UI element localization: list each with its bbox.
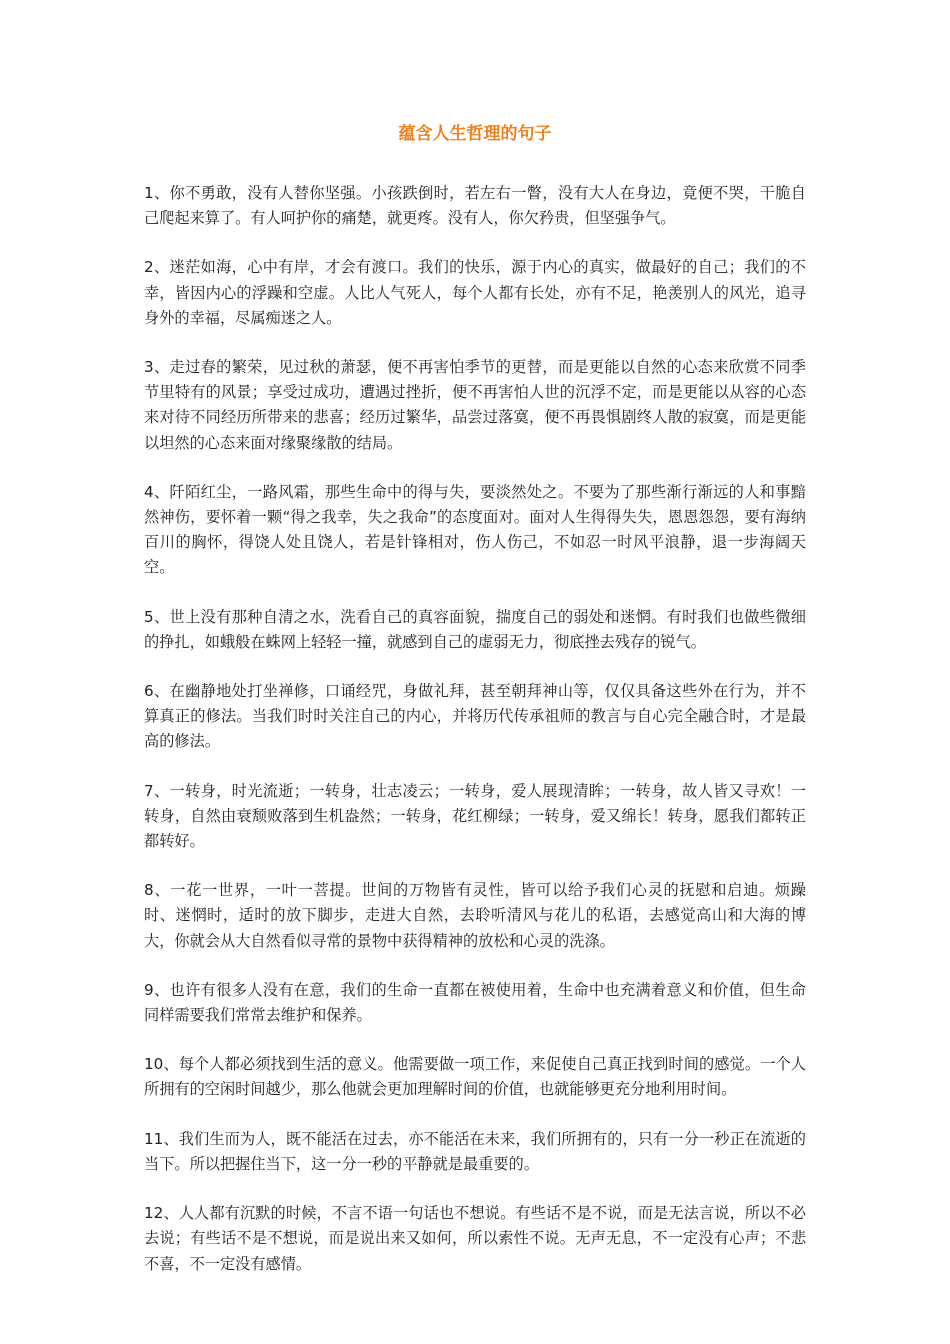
paragraph-7: 7、一转身，时光流逝；一转身，壮志凌云；一转身，爱人展现清眸；一转身，故人皆又寻欢！一转身，自然由衰颓败落到生机盎然；一转身，花红柳绿；一转身，爱又绵长！转身，愿我们都转正都转好。	[144, 781, 806, 851]
paragraph-9: 9、也许有很多人没有在意，我们的生命一直都在被使用着，生命中也充满着意义和价值，但生命同样需要我们常常去维护和保养。	[144, 980, 806, 1025]
document-body	[144, 181, 806, 1301]
paragraph-11: 11、我们生而为人，既不能活在过去，亦不能活在未来，我们所拥有的，只有一分一秒正在流逝的当下。所以把握住当下，这一分一秒的平静就是最重要的。	[144, 1129, 806, 1173]
page-title: 蕴含人生哲理的句子	[398, 124, 552, 144]
paragraph-4: 4、阡陌红尘，一路风霜，那些生命中的得与失，要淡然处之。不要为了那些渐行渐远的人和事黯然神伤，要怀着一颗“得之我幸，失之我命”的态度面对。面对人生得得失失，恩恩怨怨，要有海纳百川的胸怀，得饶人处且饶人，若是针锋相对，伤人伤己，不如忍一时风平浪静，退一步海阔天空。	[144, 482, 806, 577]
paragraph-8: 8、一花一世界，一叶一菩提。世间的万物皆有灵性，皆可以给予我们心灵的抚慰和启迪。烦躁时、迷惘时，适时的放下脚步，走进大自然，去聆听清风与花儿的私语，去感觉高山和大海的博大，你就会从大自然看似寻常的景物中获得精神的放松和心灵的洗涤。	[144, 881, 806, 950]
paragraph-1: 1、你不勇敢，没有人替你坚强。小孩跌倒时，若左右一瞥，没有大人在身边，竟便不哭，干脆自己爬起来算了。有人呵护你的痛楚，就更疼。没有人，你欠矜贵，但坚强争气。	[144, 184, 806, 228]
paragraph-2: 2、迷茫如海，心中有岸，才会有渡口。我们的快乐，源于内心的真实，做最好的自己；我们的不幸，皆因内心的浮躁和空虚。人比人气死人，每个人都有长处，亦有不足，艳羡别人的风光，追寻身外的幸福，尽属痴迷之人。	[144, 258, 806, 327]
paragraph-5: 5、世上没有那种自清之水，洗看自己的真容面貌，揣度自己的弱处和迷惘。有时我们也做些微细的挣扎，如蛾般在蛛网上轻轻一撞，就感到自己的虚弱无力，彻底挫去残存的锐气。	[144, 607, 806, 651]
paragraph-3: 3、走过春的繁荣，见过秋的萧瑟，便不再害怕季节的更替，而是更能以自然的心态来欣赏不同季节里特有的风景；享受过成功，遭遇过挫折，便不再害怕人世的沉浮不定，而是更能以从容的心态来对待不同经历所带来的悲喜；经历过繁华，品尝过落寞，便不再畏惧剧终人散的寂寞，而是更能以坦然的心态来面对缘聚缘散的结局。	[144, 358, 806, 452]
paragraph-12: 12、人人都有沉默的时候，不言不语一句话也不想说。有些话不是不说，而是无法言说，所以不必去说；有些话不是不想说，而是说出来又如何，所以索性不说。无声无息，不一定没有心声；不悲不喜，不一定没有感情。	[144, 1204, 806, 1273]
paragraph-6: 6、在幽静地处打坐禅修，口诵经咒，身做礼拜，甚至朝拜神山等，仅仅具备这些外在行为，并不算真正的修法。当我们时时关注自己的内心，并将历代传承祖师的教言与自心完全融合时，才是最高的修法。	[144, 682, 806, 751]
paragraph-10: 10、每个人都必须找到生活的意义。他需要做一项工作，来促使自己真正找到时间的感觉。一个人所拥有的空闲时间越少，那么他就会更加理解时间的价值，也就能够更充分地利用时间。	[144, 1055, 806, 1099]
